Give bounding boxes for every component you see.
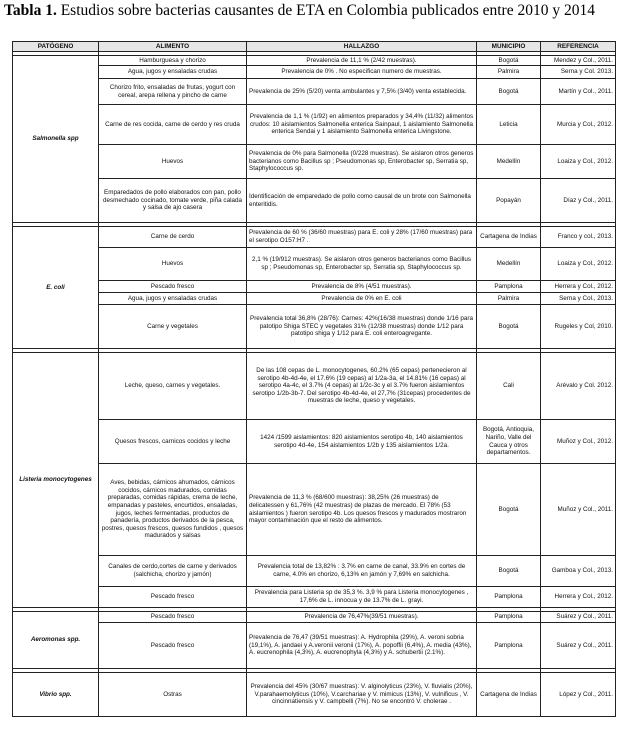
referencia-cell: Loaiza y Col., 2012. (541, 248, 616, 281)
hallazgo-cell: 1424 /1599 aislamientos: 820 aislamientos serotipo 4b, 140 aislamientos serotipo 4d-4e, 154 aislamientos 1/2b y 135 aislamientos 1/2a. (247, 420, 477, 464)
table-row (13, 420, 616, 464)
header-row (13, 42, 616, 52)
hallazgo-cell: Prevalencia de 76,47 (39/51 muestras): A. Hydrophila (29%), A. veroni sobria (19,1%), A. jandaei y A.veronii veronii (17%), A. popoffii (6,4%), A. media (43%), A. eucrenophila (4,3%), A. eucrenophyla (4,3%) y A. schubertii (2.1%). (247, 623, 477, 669)
table-title (4, 2, 620, 20)
table-row (13, 612, 616, 623)
referencia-cell: Martín y Col., 2011. (541, 79, 616, 105)
table-row (13, 145, 616, 179)
referencia-cell: López y Col., 2011. (541, 673, 616, 717)
table-row (13, 79, 616, 105)
municipio-cell: Pamplona (477, 623, 541, 669)
alimento-cell: Emparedados de pollo elaborados con pan, pollo desmechado cocinado, tomate verde, piña calada y salsa de ajo casera (99, 179, 247, 223)
municipio-cell: Cartagena de Indias (477, 227, 541, 248)
table-row (13, 293, 616, 305)
referencia-cell: Gamboa y Col., 2013. (541, 556, 616, 587)
alimento-cell: Pescado fresco (99, 623, 247, 669)
referencia-cell: Franco y col., 2013. (541, 227, 616, 248)
header-patogeno: PATÓGENO (13, 42, 99, 52)
municipio-cell: Pamplona (477, 612, 541, 623)
table-row (13, 248, 616, 281)
referencia-cell: Loaiza y Col., 2012. (541, 145, 616, 179)
studies-table (12, 41, 616, 717)
referencia-cell: Serna y Col., 2013. (541, 293, 616, 305)
alimento-cell: Ostras (99, 673, 247, 717)
alimento-cell: Agua, jugos y ensaladas crudas (99, 66, 247, 79)
referencia-cell: Muñoz y Col., 2011. (541, 464, 616, 556)
table-row (13, 623, 616, 669)
table-row (13, 227, 616, 248)
hallazgo-cell: Prevalencia de 76,47%(39/51 muestras). (247, 612, 477, 623)
table-row (13, 56, 616, 66)
header-hallazgo: HALLAZGO (247, 42, 477, 52)
pathogen-vibrio: Vibrio spp. (13, 673, 99, 717)
table-row (13, 353, 616, 420)
municipio-cell: Popayán (477, 179, 541, 223)
hallazgo-cell: Prevalencia de 11,3 % (68/600 muestras): 38,25% (26 muestras) de delicatessen y 61,76% (42 muestras) de plazas de mercado. El 78% (53 aislamientos ) fueron serotipo 4b. Los quesos frescos y madurados mostraron mayor contaminación que el resto de alimentos. (247, 464, 477, 556)
alimento-cell: Pescado fresco (99, 587, 247, 608)
hallazgo-cell: Prevalencia para Listeria sp de 35,3 %. 3,9 % para Listeria monocytogenes , 17,6% de L. innocua y de 13.7% de L. grayi. (247, 587, 477, 608)
referencia-cell: Suárez y Col., 2011. (541, 623, 616, 669)
municipio-cell: Bogotá (477, 556, 541, 587)
referencia-cell: Herrera y Col., 2012. (541, 281, 616, 293)
hallazgo-cell: 2,1 % (19/912 muestras). Se aislaron otros generos bacterianos como Bacillus sp ; Pseudomonas sp, Enterobacter sp, Serratia sp, Staphylococcus sp. (247, 248, 477, 281)
municipio-cell: Bogotá (477, 464, 541, 556)
municipio-cell: Bogotá (477, 79, 541, 105)
hallazgo-cell: Prevalencia del 45% (30/67 muestras): V. alginolyticus (23%), V. fluvialis (20%), V.parahaemolyticus (10%), V.carchariae y V. mimicus (13%), V. vulnificus , V. cincinnatiensis y V. campbelli (7%). No se encontró V. cholerae . (247, 673, 477, 717)
alimento-cell: Carne y vegetales (99, 305, 247, 349)
referencia-cell: Suárez y Col., 2011. (541, 612, 616, 623)
hallazgo-cell: Prevalencia de 8% (4/51 muestras). (247, 281, 477, 293)
alimento-cell: Agua, jugos y ensaladas crudas (99, 293, 247, 305)
hallazgo-cell: Prevalencia de 11,1 % (2/42 muestras). (247, 56, 477, 66)
referencia-cell: Herrera y Col., 2012. (541, 587, 616, 608)
hallazgo-cell: De las 108 cepas de L. monocytogenes, 60.2% (65 cepas) pertenecieron al serotipo 4b-4d-4e, el 17.6% (19 cepas) al 1/2a-3a, el 14.81% (16 cepas) al serotipo 4a-4c, el 3.7% (4 cepas) al 1/2c-3c y el 3.7% fueron aislamientos serotipo 1/2b-3b-7. Del serotipo 4b-4d-4e, el 27,7% (31cepas) procedentes de muestras de leche, queso y vegetales. (247, 353, 477, 420)
header-alimento: ALIMENTO (99, 42, 247, 52)
hallazgo-cell: Prevalencia total de 13,82% : 3.7% en carne de canal, 33.9% en cortes de carne, 4.0% en chorizo, 6,13% en jamón y 7,69% en salchicha. (247, 556, 477, 587)
pathogen-salmonella: Salmonella spp (13, 56, 99, 223)
table-label: Tabla 1. (4, 2, 57, 19)
municipio-cell: Leticia (477, 105, 541, 145)
hallazgo-cell: Prevalencia de 60 % (36/60 muestras) para E. coli y 28% (17/60 muestras) para el serotipo O157:H7 . (247, 227, 477, 248)
municipio-cell: Cartagena de Indias (477, 673, 541, 717)
alimento-cell: Leche, queso, carnes y vegetales. (99, 353, 247, 420)
referencia-cell: Arévalo y Col. 2012. (541, 353, 616, 420)
referencia-cell: Rugeles y Col, 2010. (541, 305, 616, 349)
alimento-cell: Huevos (99, 145, 247, 179)
hallazgo-cell: Prevalencia de 25% (5/20) venta ambulantes y 7,5% (3/40) venta establecida. (247, 79, 477, 105)
referencia-cell: Díaz y Col., 2011. (541, 179, 616, 223)
hallazgo-cell: Prevalencia de 0% para Salmonella (0/228 muestras). Se aislaron otros generos bacterianos como Bacillus sp ; Pseudomonas sp, Enterobacter sp, Serratia sp, Staphylococcus sp. (247, 145, 477, 179)
hallazgo-cell: Prevalencia total 36,8% (28/76): Carnes: 42%(16/38 muestras) donde 1/16 para patotipo Shiga STEC y vegetales 31% (12/38 muestras) donde 1/12 para patotipo shiga y 1/12 para E. coli enteroagregante. (247, 305, 477, 349)
alimento-cell: Quesos frescos, carnicos cocidos y leche (99, 420, 247, 464)
header-municipio: MUNICIPIO (477, 42, 541, 52)
municipio-cell: Pamplona (477, 281, 541, 293)
alimento-cell: Carne de res cocida, carne de cerdo y res cruda (99, 105, 247, 145)
table-row (13, 673, 616, 717)
municipio-cell: Bogotá, Antioquia, Nariño, Valle del Cauca y otros departamentos. (477, 420, 541, 464)
municipio-cell: Palmira (477, 66, 541, 79)
alimento-cell: Aves, bebidas, cárnicos ahumados, cárnicos cocidos, cárnicos madurados, comidas preparadas, comidas rápidas, crema de leche, empanadas y pasteles, encurtidos, ensaladas, jugos, leches fermentadas, productos de panadería, productos derivados de la pesca, postres, quesos frescos, quesos fundidos , quesos madurados y salsas (99, 464, 247, 556)
table-row (13, 587, 616, 608)
alimento-cell: Pescado fresco (99, 281, 247, 293)
hallazgo-cell: Prevalencia de 0% en E. coli (247, 293, 477, 305)
referencia-cell: Murcia y Col., 2012. (541, 105, 616, 145)
table-row (13, 305, 616, 349)
municipio-cell: Medellín (477, 248, 541, 281)
pathogen-listeria: Listeria monocytogenes (13, 353, 99, 608)
alimento-cell: Chorizo frito, ensaladas de frutas, yogurt con cereal, arepa rellena y pincho de carne (99, 79, 247, 105)
referencia-cell: Mendez y Col., 2011. (541, 56, 616, 66)
alimento-cell: Pescado fresco (99, 612, 247, 623)
table-row (13, 281, 616, 293)
alimento-cell: Canales de cerdo,cortes de carne y derivados (salchicha, chorizo y jamón) (99, 556, 247, 587)
municipio-cell: Medellín (477, 145, 541, 179)
alimento-cell: Huevos (99, 248, 247, 281)
municipio-cell: Bogotá (477, 305, 541, 349)
table-row (13, 66, 616, 79)
table-row (13, 179, 616, 223)
pathogen-aeromonas: Aeromonas spp. (13, 612, 99, 669)
table-row (13, 556, 616, 587)
table-caption: Estudios sobre bacterias causantes de ETA en Colombia publicados entre 2010 y 2014 (60, 2, 595, 19)
hallazgo-cell: Prevalencia de 1,1 % (1/92) en alimentos preparados y 34,4% (11/32) alimentos crudos: 10 aislamientos Salmonella enterica Sainpaul, 1 aislamiento Salmonella enterica Sendai y 1 aislamiento Salmonella enterica Livingstone. (247, 105, 477, 145)
referencia-cell: Muñoz y Col., 2012. (541, 420, 616, 464)
municipio-cell: Bogotá (477, 56, 541, 66)
municipio-cell: Pamplona (477, 587, 541, 608)
hallazgo-cell: Prevalencia de 0% . No especifican numero de muestras. (247, 66, 477, 79)
table-row (13, 105, 616, 145)
referencia-cell: Serna y Col. 2013. (541, 66, 616, 79)
alimento-cell: Carne de cerdo (99, 227, 247, 248)
pathogen-ecoli: E. coli (13, 227, 99, 349)
header-referencia: REFERENCIA (541, 42, 616, 52)
hallazgo-cell: Identificación de emparedado de pollo como causal de un brote con Salmonella enteritidis. (247, 179, 477, 223)
municipio-cell: Palmira (477, 293, 541, 305)
municipio-cell: Cali (477, 353, 541, 420)
table-row (13, 464, 616, 556)
alimento-cell: Hamburguesa y chorizo (99, 56, 247, 66)
